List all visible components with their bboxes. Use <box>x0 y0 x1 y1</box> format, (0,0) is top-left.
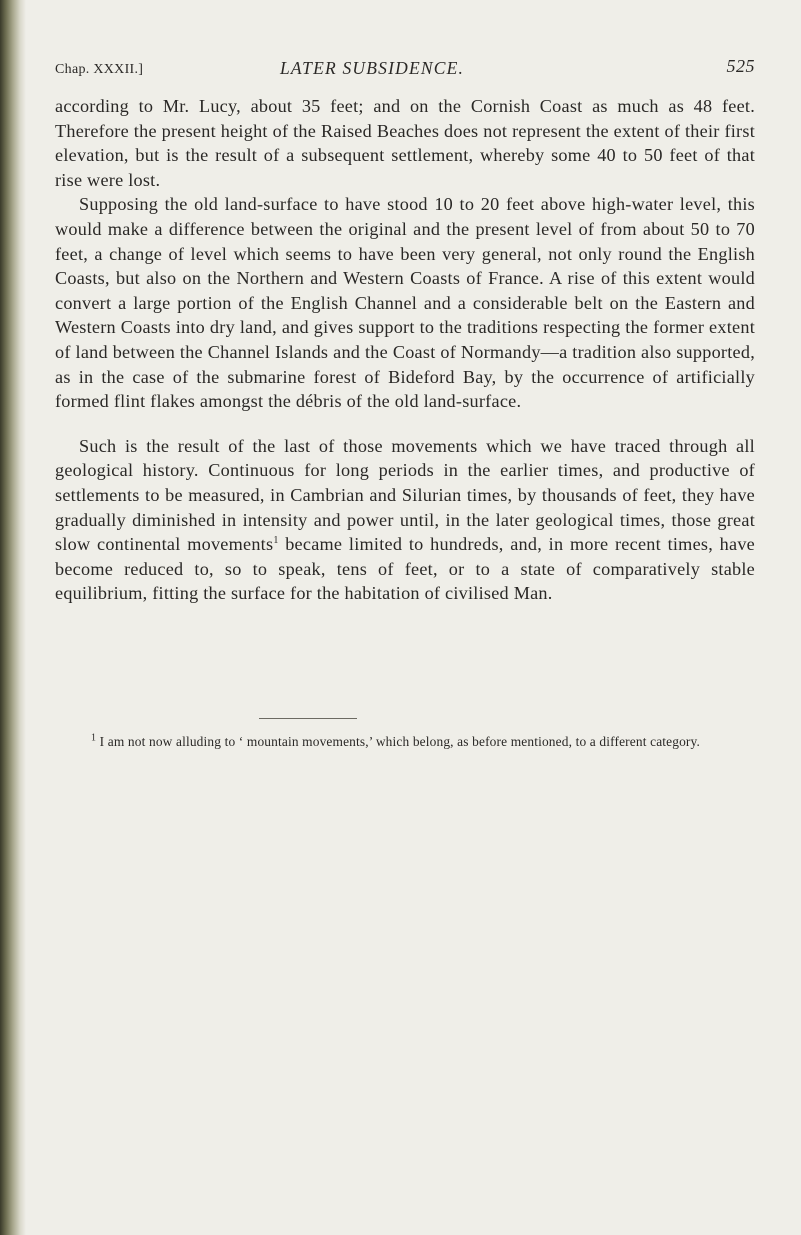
book-page <box>55 52 755 606</box>
footnote-reference[interactable]: 1 <box>273 535 279 547</box>
footnote-text: I am not now alluding to ‘ mountain movements,’ which belong, as before mentioned, to a different category. <box>96 734 701 749</box>
paragraph-movements-text-a: Such is the result of the last of those movements which we have traced through all geological history. Continuous for long periods in the earlier times, and productive of settlements to be measured, in Cambrian and Silurian times, by thousands of feet, they have gradually diminished in intensity and power until, in the later geological times, those great slow continental movements <box>55 435 755 555</box>
paragraph-land-surface: Supposing the old land-surface to have stood 10 to 20 feet above high-water level, this would make a difference between the original and the present level of from about 50 to 70 feet, a change of level which seems to have been very general, not only round the English Coasts, but also on the Northern and Western Coasts of France. A rise of this extent would convert a large portion of the English Channel and a considerable belt on the Eastern and Western Coasts into dry land, and gives support to the traditions respecting the former extent of land between the Channel Islands and the Coast of Normandy—a tradition also supported, as in the case of the submarine forest of Bideford Bay, by the occurrence of artificially formed flint flakes amongst the débris of the old land-surface. <box>55 194 755 412</box>
binding-shadow <box>0 0 26 1235</box>
paragraph-continued: according to Mr. Lucy, about 35 feet; and on the Cornish Coast as much as 48 feet. Therefore the present height of the Raised Beaches does not represent the extent of their first elevation, but is the result of a subsequent settlement, whereby some 40 to 50 feet of that rise were lost. <box>55 96 755 190</box>
running-header <box>55 52 755 82</box>
paragraph-movements-text-b: became limited to hundreds, and, in more recent times, have become reduced to, so to speak, tens of feet, or to a state of comparatively stable equilibrium, fitting the surface for the habitation of civilised Man. <box>55 534 755 604</box>
footnote-marker: 1 <box>91 732 97 744</box>
chapter-label: Chap. XXXII.] <box>55 62 144 77</box>
page-number: 525 <box>726 56 755 76</box>
paragraph-movements <box>55 434 755 606</box>
body-text <box>55 94 755 606</box>
footnote <box>83 732 778 751</box>
footnote-divider <box>259 718 357 719</box>
running-title: LATER SUBSIDENCE. <box>280 58 465 78</box>
